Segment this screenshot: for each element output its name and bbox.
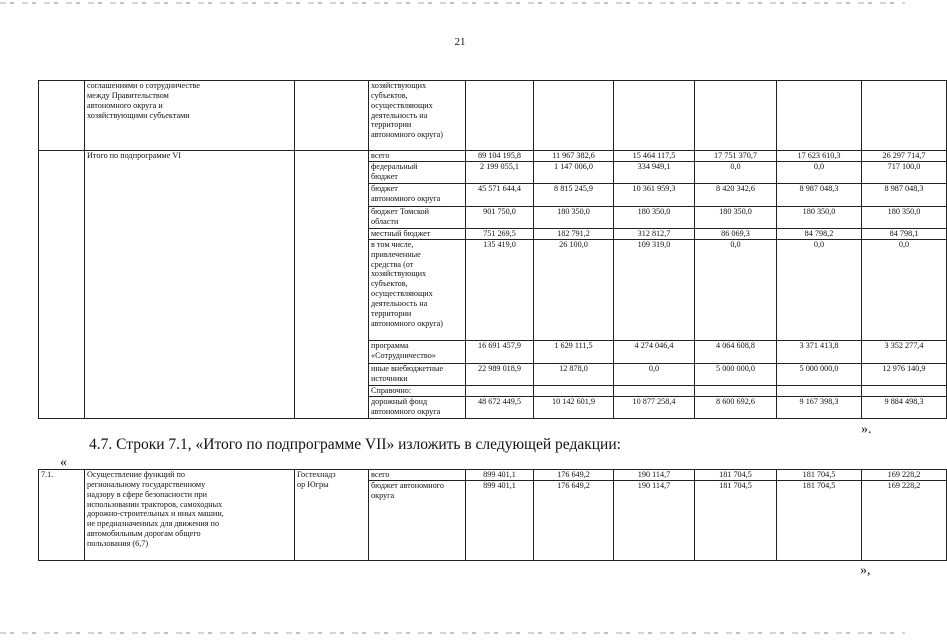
value-cell: 901 750,0 [466, 206, 534, 228]
value-cell: 180 350,0 [862, 206, 947, 228]
funding-table-row-7-1 [38, 469, 947, 561]
value-cell: 8 600 692,6 [695, 396, 777, 418]
value-cell: 180 350,0 [695, 206, 777, 228]
value-cell [534, 385, 614, 396]
funding-source-cell: дорожный фонд автономного округа [369, 396, 466, 418]
value-cell: 5 000 000,0 [695, 363, 777, 385]
value-cell: 109 319,0 [614, 239, 695, 340]
empty-cell [39, 81, 85, 151]
value-cell: 181 704,5 [777, 481, 862, 561]
value-cell: 86 069,3 [695, 228, 777, 239]
value-cell [862, 81, 947, 151]
scan-edge-top [0, 2, 905, 4]
funding-source-cell: бюджет Томской области [369, 206, 466, 228]
value-cell: 312 812,7 [614, 228, 695, 239]
value-cell: 10 142 601,9 [534, 396, 614, 418]
table-row [39, 470, 947, 481]
value-cell: 15 464 117,5 [614, 151, 695, 162]
funding-source-cell: Справочно: [369, 385, 466, 396]
value-cell: 89 104 195,8 [466, 151, 534, 162]
value-cell [614, 385, 695, 396]
funding-source-cell: в том числе, привлеченные средства (от хозяйствующих субъектов, осуществляющих деятельность на территории автономного округа) [369, 239, 466, 340]
value-cell: 180 350,0 [777, 206, 862, 228]
value-cell: 751 269,5 [466, 228, 534, 239]
value-cell: 1 629 111,5 [534, 340, 614, 363]
value-cell: 12 976 140,9 [862, 363, 947, 385]
value-cell: 3 371 413,8 [777, 340, 862, 363]
value-cell: 0,0 [695, 239, 777, 340]
value-cell: 0,0 [862, 239, 947, 340]
value-cell: 334 949,1 [614, 161, 695, 183]
value-cell: 84 798,1 [862, 228, 947, 239]
value-cell: 17 623 610,3 [777, 151, 862, 162]
value-cell: 899 401,1 [466, 470, 534, 481]
value-cell: 9 167 398,3 [777, 396, 862, 418]
event-name-cell: соглашениями о сотрудничестве между Правительством автономного округа и хозяйствующими субъектами [85, 81, 295, 151]
value-cell: 899 401,1 [466, 481, 534, 561]
scan-edge-bottom [0, 632, 905, 634]
value-cell: 181 704,5 [695, 481, 777, 561]
value-cell: 16 691 457,9 [466, 340, 534, 363]
value-cell: 9 884 498,3 [862, 396, 947, 418]
event-name-cell: Осуществление функций по региональному государственному надзору в сфере безопасности при использовании тракторов, самоходных дорожно-строительных и иных машин, не предназначенных для движения по автомобильным дорогам общего пользования (6,7) [85, 470, 295, 561]
value-cell: 182 791,2 [534, 228, 614, 239]
page-number: 21 [454, 36, 466, 48]
value-cell: 0,0 [777, 239, 862, 340]
value-cell [777, 385, 862, 396]
value-cell: 10 877 258,4 [614, 396, 695, 418]
executor-cell [295, 151, 369, 419]
value-cell: 0,0 [777, 161, 862, 183]
value-cell: 0,0 [695, 161, 777, 183]
value-cell [534, 81, 614, 151]
value-cell: 0,0 [614, 363, 695, 385]
value-cell: 176 649,2 [534, 470, 614, 481]
value-cell: 1 147 006,0 [534, 161, 614, 183]
value-cell: 176 649,2 [534, 481, 614, 561]
value-cell: 22 989 018,9 [466, 363, 534, 385]
value-cell: 11 967 382,6 [534, 151, 614, 162]
value-cell: 26 100,0 [534, 239, 614, 340]
value-cell: 45 571 644,4 [466, 183, 534, 206]
funding-source-cell: программа «Сотрудничество» [369, 340, 466, 363]
table-row [39, 81, 947, 151]
value-cell: 84 798,2 [777, 228, 862, 239]
value-cell: 3 352 277,4 [862, 340, 947, 363]
value-cell: 2 199 055,1 [466, 161, 534, 183]
value-cell: 717 100,0 [862, 161, 947, 183]
funding-source-cell: хозяйствующих субъектов, осуществляющих деятельность на территории автономного округа) [369, 81, 466, 151]
program-total-label: Итого по подпрограмме VI [85, 151, 295, 419]
value-cell: 181 704,5 [695, 470, 777, 481]
funding-source-cell: бюджет автономного округа [369, 481, 466, 561]
value-cell: 48 672 449,5 [466, 396, 534, 418]
value-cell: 181 704,5 [777, 470, 862, 481]
value-cell: 135 419,0 [466, 239, 534, 340]
value-cell: 8 815 245,9 [534, 183, 614, 206]
section-heading: 4.7. Строки 7.1, «Итого по подпрограмме VII» изложить в следующей редакции: [89, 436, 621, 453]
value-cell: 8 987 048,3 [862, 183, 947, 206]
value-cell [695, 385, 777, 396]
funding-source-cell: всего [369, 470, 466, 481]
value-cell [862, 385, 947, 396]
value-cell: 12 878,0 [534, 363, 614, 385]
funding-source-cell: бюджет автономного округа [369, 183, 466, 206]
funding-source-cell: всего [369, 151, 466, 162]
value-cell: 26 297 714,7 [862, 151, 947, 162]
value-cell [695, 81, 777, 151]
value-cell: 180 350,0 [534, 206, 614, 228]
value-cell: 4 064 608,8 [695, 340, 777, 363]
executor-cell: Гостехнадз ор Югры [295, 470, 369, 561]
value-cell: 5 000 000,0 [777, 363, 862, 385]
value-cell: 17 751 370,7 [695, 151, 777, 162]
closing-quote: ». [861, 422, 872, 437]
table-row [39, 151, 947, 162]
value-cell [466, 385, 534, 396]
opening-quote: « [60, 455, 67, 470]
funding-source-cell: федеральный бюджет [369, 161, 466, 183]
value-cell: 8 420 342,6 [695, 183, 777, 206]
value-cell: 190 114,7 [614, 481, 695, 561]
funding-source-cell: местный бюджет [369, 228, 466, 239]
closing-quote: », [860, 563, 871, 578]
value-cell: 8 987 048,3 [777, 183, 862, 206]
funding-source-cell: иные внебюджетные источники [369, 363, 466, 385]
value-cell [777, 81, 862, 151]
row-number-cell: 7.1. [39, 470, 85, 561]
value-cell: 180 350,0 [614, 206, 695, 228]
executor-cell [295, 81, 369, 151]
value-cell: 169 228,2 [862, 470, 947, 481]
value-cell [614, 81, 695, 151]
value-cell: 10 361 959,3 [614, 183, 695, 206]
value-cell: 190 114,7 [614, 470, 695, 481]
funding-table-subprogram-vi [38, 80, 947, 419]
value-cell: 169 228,2 [862, 481, 947, 561]
value-cell [466, 81, 534, 151]
empty-cell [39, 151, 85, 419]
value-cell: 4 274 046,4 [614, 340, 695, 363]
